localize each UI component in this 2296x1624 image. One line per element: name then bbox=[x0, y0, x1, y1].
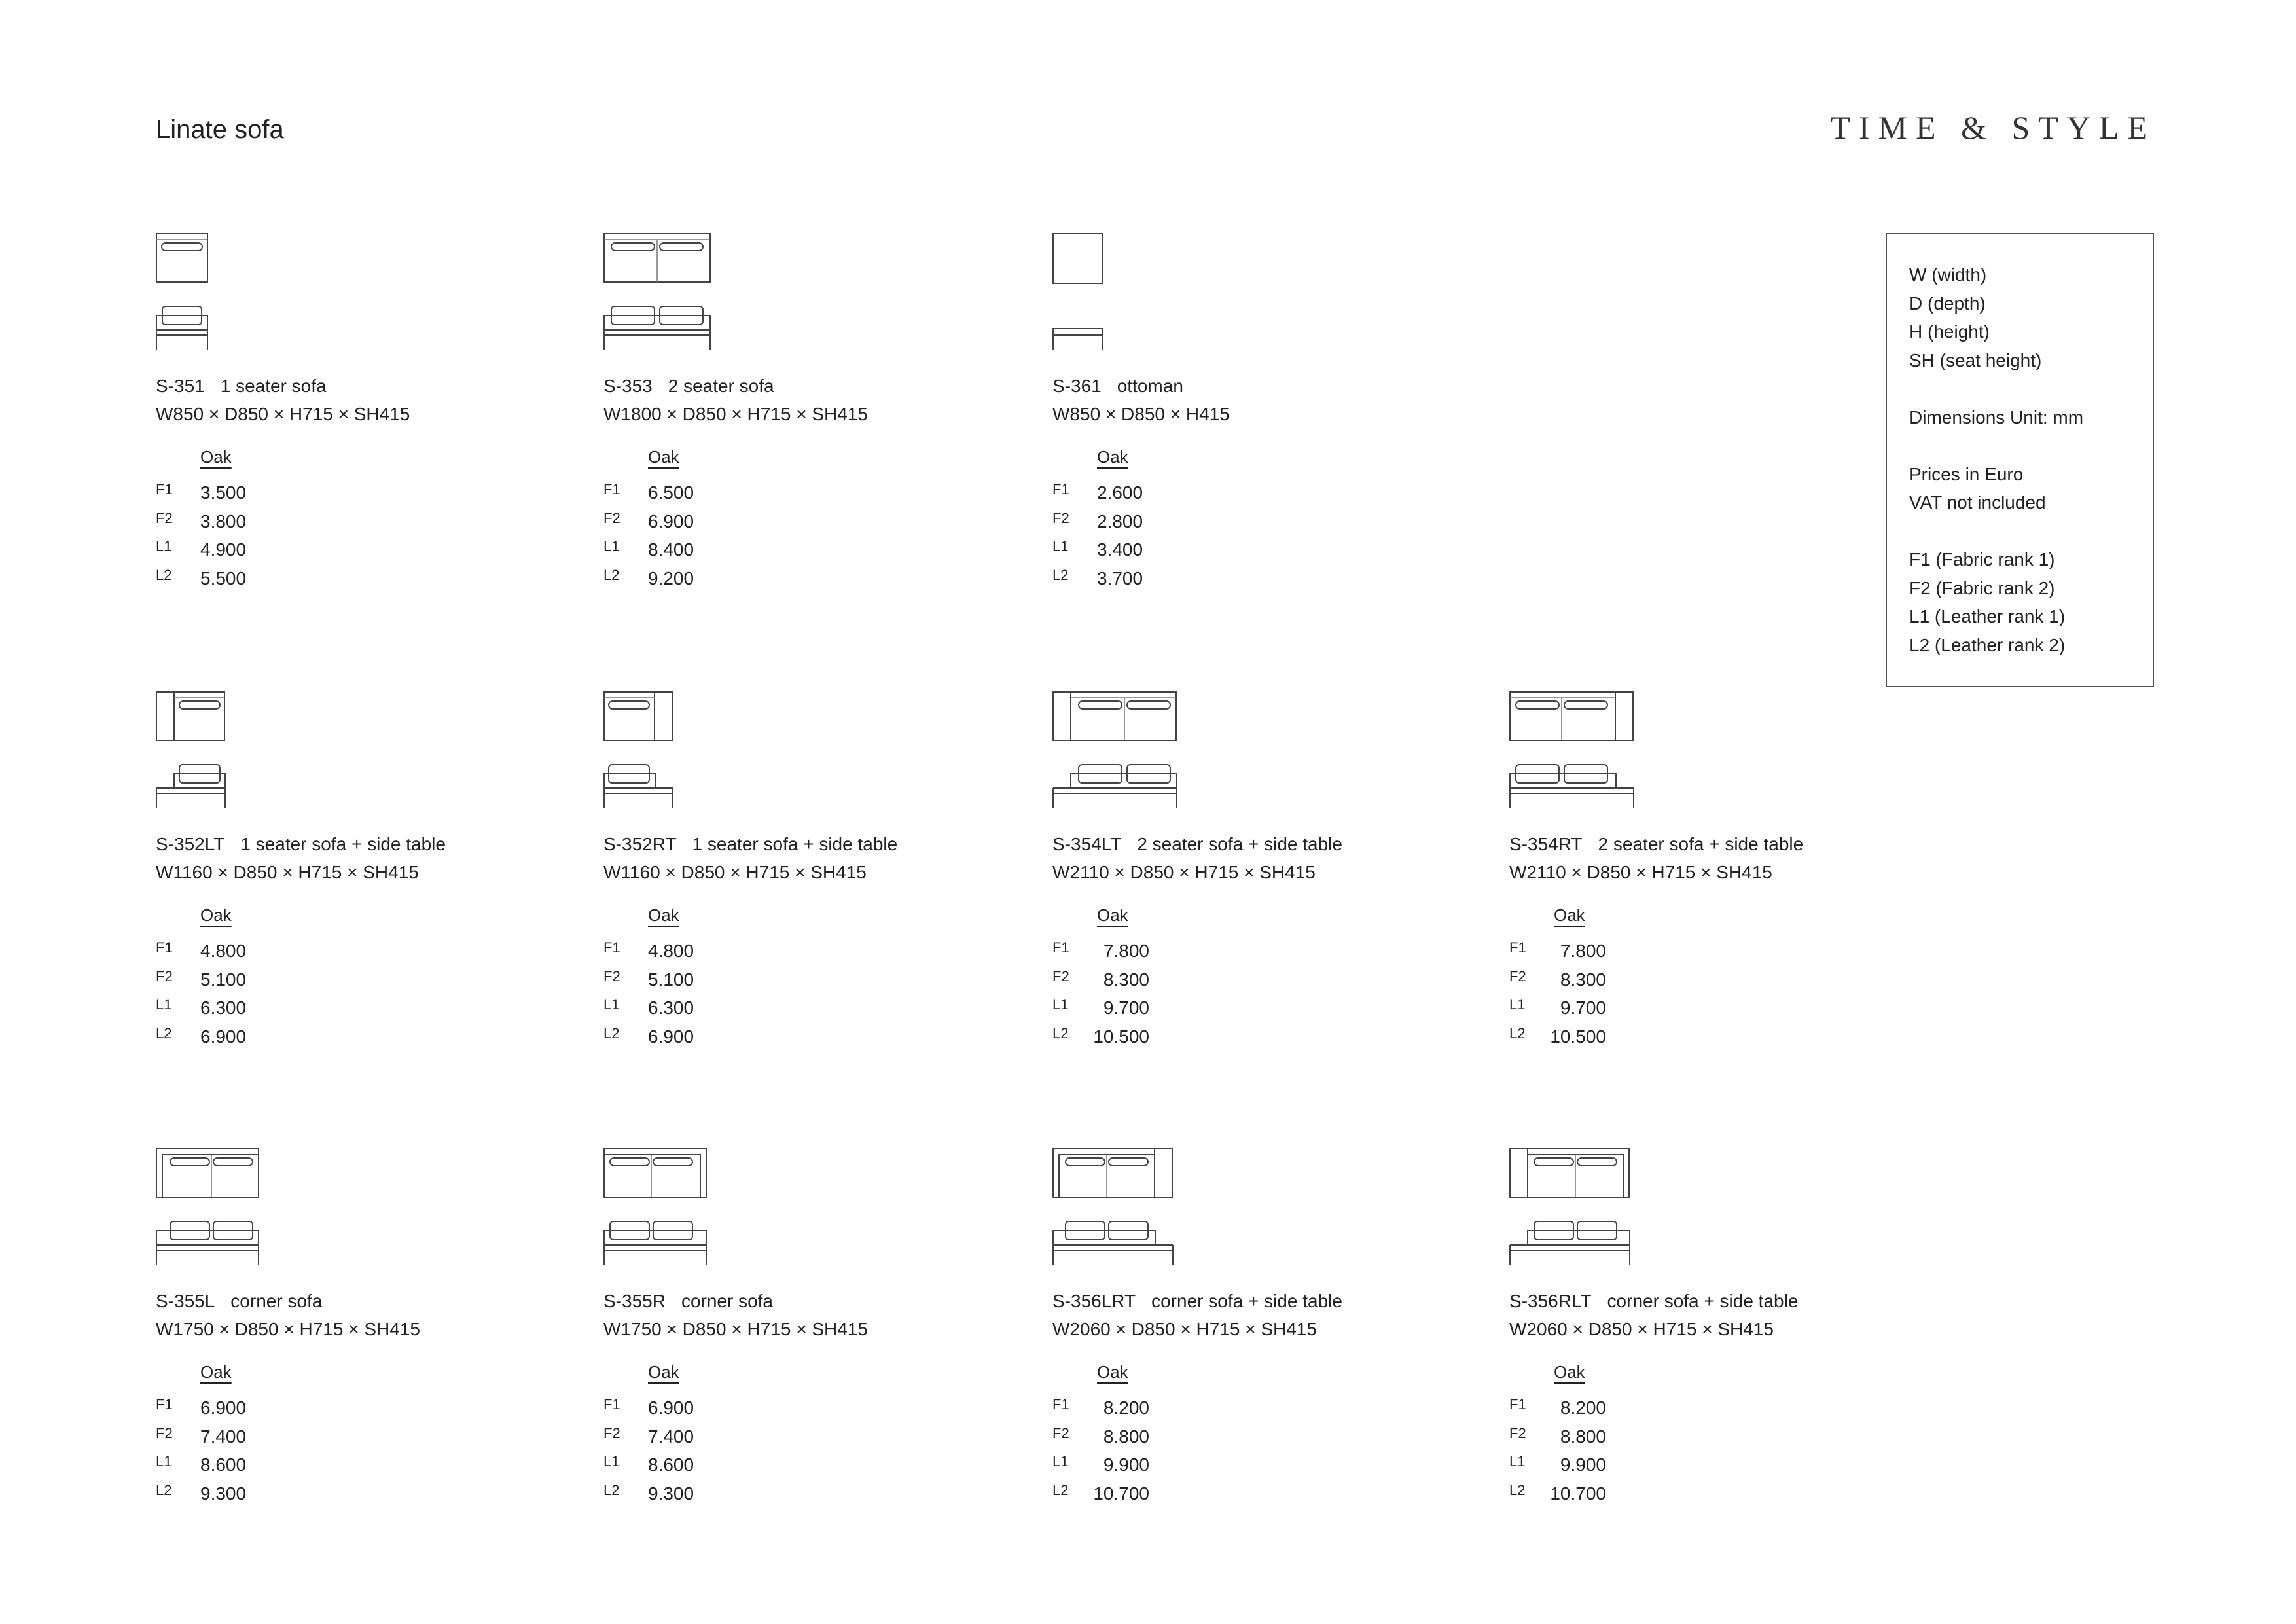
side-view-drawing bbox=[156, 304, 209, 351]
price-grade: F2 bbox=[603, 1424, 620, 1441]
legend-line: Prices in Euro bbox=[1909, 463, 2024, 484]
product-name: 2 seater sofa + side table bbox=[1137, 834, 1342, 854]
top-view-drawing bbox=[1052, 691, 1178, 742]
price-grade: F1 bbox=[156, 481, 173, 497]
top-view-drawing bbox=[603, 691, 674, 742]
product-title bbox=[1052, 376, 1183, 397]
price-grade: F1 bbox=[1052, 939, 1069, 956]
price-grade: F1 bbox=[156, 939, 173, 956]
price-grade: F1 bbox=[1052, 1396, 1069, 1413]
price-grade: F1 bbox=[603, 1396, 620, 1413]
price-value: 8.800 bbox=[1103, 1426, 1149, 1447]
price-value: 5.500 bbox=[200, 568, 247, 588]
price-value: 9.900 bbox=[1560, 1454, 1606, 1475]
price-value: 4.800 bbox=[200, 941, 247, 961]
top-view-drawing bbox=[1052, 233, 1105, 285]
price-grade: F2 bbox=[603, 967, 620, 984]
material-header: Oak bbox=[648, 447, 679, 467]
legend-line: W (width) bbox=[1909, 264, 1987, 285]
price-grade: F1 bbox=[603, 481, 620, 497]
price-grade: F1 bbox=[1509, 1396, 1526, 1413]
price-value: 3.500 bbox=[200, 482, 247, 503]
legend-line: D (depth) bbox=[1909, 293, 1986, 314]
side-view-drawing bbox=[1052, 1219, 1174, 1266]
price-value: 4.900 bbox=[200, 539, 247, 560]
price-value: 6.900 bbox=[648, 511, 694, 532]
price-value: 6.300 bbox=[200, 998, 247, 1018]
price-grade: L2 bbox=[603, 566, 620, 583]
material-header: Oak bbox=[1097, 447, 1128, 467]
product-code: S-361 bbox=[1052, 376, 1102, 396]
price-grade: F2 bbox=[1509, 967, 1526, 984]
price-grade: L1 bbox=[1052, 996, 1069, 1013]
product-code: S-354LT bbox=[1052, 834, 1122, 854]
product-title bbox=[1052, 834, 1342, 855]
price-value: 7.400 bbox=[648, 1426, 694, 1447]
price-value: 9.700 bbox=[1103, 998, 1149, 1018]
legend-unit: Dimensions Unit: mm bbox=[1909, 406, 2084, 427]
product-name: 1 seater sofa bbox=[220, 376, 327, 396]
price-grade: L2 bbox=[1052, 1024, 1069, 1041]
price-value: 6.900 bbox=[648, 1398, 694, 1418]
price-grade: F2 bbox=[156, 509, 173, 526]
material-header: Oak bbox=[1554, 905, 1585, 925]
material-header: Oak bbox=[200, 447, 232, 467]
product-dimensions: W2060 × D850 × H715 × SH415 bbox=[1052, 1319, 1317, 1339]
product-title bbox=[603, 376, 774, 397]
price-value: 8.600 bbox=[648, 1454, 694, 1475]
brand-logo: TIME & STYLE bbox=[1830, 109, 2156, 146]
price-value: 6.300 bbox=[648, 998, 694, 1018]
price-grade: L1 bbox=[603, 1453, 620, 1470]
price-grade: F2 bbox=[156, 967, 173, 984]
top-view-drawing bbox=[603, 233, 712, 284]
legend-line: L2 (Leather rank 2) bbox=[1909, 634, 2066, 655]
product-title bbox=[1509, 1291, 1798, 1312]
price-value: 8.600 bbox=[200, 1454, 247, 1475]
price-value: 6.900 bbox=[648, 1026, 694, 1047]
product-code: S-352RT bbox=[603, 834, 677, 854]
product-name: 2 seater sofa + side table bbox=[1598, 834, 1804, 854]
product-name: 1 seater sofa + side table bbox=[240, 834, 446, 854]
price-grade: L2 bbox=[1509, 1481, 1526, 1498]
price-value: 3.800 bbox=[200, 511, 247, 532]
price-grade: L1 bbox=[156, 1453, 172, 1470]
price-grade: L2 bbox=[156, 1481, 172, 1498]
legend-line: VAT not included bbox=[1909, 492, 2046, 513]
product-code: S-356RLT bbox=[1509, 1291, 1592, 1311]
product-dimensions: W2110 × D850 × H715 × SH415 bbox=[1509, 862, 1772, 882]
top-view-drawing bbox=[156, 1148, 260, 1199]
product-dimensions: W850 × D850 × H715 × SH415 bbox=[156, 404, 410, 424]
product-title bbox=[603, 834, 897, 855]
price-value: 9.300 bbox=[648, 1483, 694, 1504]
price-grade: L2 bbox=[603, 1481, 620, 1498]
price-grade: F1 bbox=[603, 939, 620, 956]
side-view-drawing bbox=[1052, 304, 1105, 351]
price-grade: L2 bbox=[156, 1024, 172, 1041]
side-view-drawing bbox=[603, 304, 712, 351]
legend-line: L1 (Leather rank 1) bbox=[1909, 606, 2066, 626]
price-value: 8.200 bbox=[1560, 1398, 1606, 1418]
legend-line: F2 (Fabric rank 2) bbox=[1909, 577, 2055, 598]
product-name: corner sofa + side table bbox=[1607, 1291, 1799, 1311]
price-value: 5.100 bbox=[200, 969, 247, 990]
product-title bbox=[156, 376, 327, 397]
price-grade: L1 bbox=[603, 996, 620, 1013]
product-title bbox=[603, 1291, 773, 1312]
price-value: 8.300 bbox=[1103, 969, 1149, 990]
price-value: 10.700 bbox=[1093, 1483, 1149, 1504]
material-header: Oak bbox=[1097, 905, 1128, 925]
price-grade: L2 bbox=[603, 1024, 620, 1041]
top-view-drawing bbox=[1052, 1148, 1174, 1199]
price-grade: F2 bbox=[156, 1424, 173, 1441]
product-code: S-355R bbox=[603, 1291, 666, 1311]
price-value: 5.100 bbox=[648, 969, 694, 990]
price-value: 6.500 bbox=[648, 482, 694, 503]
product-code: S-353 bbox=[603, 376, 653, 396]
product-title bbox=[156, 834, 446, 855]
price-value: 9.700 bbox=[1560, 998, 1606, 1018]
price-value: 9.200 bbox=[648, 568, 694, 588]
price-grade: L1 bbox=[1052, 1453, 1069, 1470]
price-value: 6.900 bbox=[200, 1026, 247, 1047]
price-grade: F2 bbox=[1052, 967, 1069, 984]
price-value: 8.300 bbox=[1560, 969, 1606, 990]
product-name: corner sofa bbox=[681, 1291, 774, 1311]
product-code: S-351 bbox=[156, 376, 205, 396]
product-code: S-354RT bbox=[1509, 834, 1583, 854]
price-value: 7.400 bbox=[200, 1426, 247, 1447]
material-header: Oak bbox=[648, 1362, 679, 1382]
legend-line: F1 (Fabric rank 1) bbox=[1909, 549, 2055, 569]
price-value: 8.200 bbox=[1103, 1398, 1149, 1418]
product-dimensions: W1160 × D850 × H715 × SH415 bbox=[603, 862, 867, 882]
product-code: S-356LRT bbox=[1052, 1291, 1136, 1311]
product-dimensions: W1750 × D850 × H715 × SH415 bbox=[156, 1319, 420, 1339]
price-grade: F1 bbox=[1052, 481, 1069, 497]
product-name: 2 seater sofa bbox=[668, 376, 774, 396]
price-grade: F1 bbox=[156, 1396, 173, 1413]
product-title bbox=[156, 1291, 322, 1312]
product-name: ottoman bbox=[1117, 376, 1183, 396]
product-code: S-352LT bbox=[156, 834, 225, 854]
side-view-drawing bbox=[1509, 1219, 1631, 1266]
price-value: 2.600 bbox=[1097, 482, 1143, 503]
page-title: Linate sofa bbox=[156, 115, 284, 144]
price-value: 9.900 bbox=[1103, 1454, 1149, 1475]
material-header: Oak bbox=[1554, 1362, 1585, 1382]
price-value: 7.800 bbox=[1560, 941, 1606, 961]
side-view-drawing bbox=[603, 762, 674, 809]
side-view-drawing bbox=[156, 762, 226, 809]
price-grade: L1 bbox=[603, 538, 620, 554]
price-value: 6.900 bbox=[200, 1398, 247, 1418]
price-value: 10.700 bbox=[1550, 1483, 1606, 1504]
price-grade: L2 bbox=[156, 566, 172, 583]
product-dimensions: W1750 × D850 × H715 × SH415 bbox=[603, 1319, 868, 1339]
product-name: 1 seater sofa + side table bbox=[692, 834, 898, 854]
top-view-drawing bbox=[1509, 691, 1635, 742]
price-value: 10.500 bbox=[1093, 1026, 1149, 1047]
price-grade: F2 bbox=[1052, 509, 1069, 526]
product-title bbox=[1509, 834, 1803, 855]
product-name: corner sofa bbox=[230, 1291, 323, 1311]
legend-line: SH (seat height) bbox=[1909, 350, 2042, 370]
side-view-drawing bbox=[603, 1219, 708, 1266]
price-value: 8.800 bbox=[1560, 1426, 1606, 1447]
price-grade: L1 bbox=[1509, 1453, 1526, 1470]
price-value: 3.700 bbox=[1097, 568, 1143, 588]
top-view-drawing bbox=[603, 1148, 708, 1199]
product-dimensions: W2110 × D850 × H715 × SH415 bbox=[1052, 862, 1316, 882]
price-grade: F1 bbox=[1509, 939, 1526, 956]
price-value: 2.800 bbox=[1097, 511, 1143, 532]
top-view-drawing bbox=[1509, 1148, 1631, 1199]
price-grade: F2 bbox=[603, 509, 620, 526]
side-view-drawing bbox=[1052, 762, 1178, 809]
top-view-drawing bbox=[156, 691, 226, 742]
price-grade: L1 bbox=[1509, 996, 1526, 1013]
price-value: 4.800 bbox=[648, 941, 694, 961]
material-header: Oak bbox=[648, 905, 679, 925]
price-grade: F2 bbox=[1509, 1424, 1526, 1441]
top-view-drawing bbox=[156, 233, 209, 284]
price-grade: F2 bbox=[1052, 1424, 1069, 1441]
product-dimensions: W1800 × D850 × H715 × SH415 bbox=[603, 404, 868, 424]
legend-line: H (height) bbox=[1909, 321, 1990, 342]
price-grade: L1 bbox=[1052, 538, 1069, 554]
material-header: Oak bbox=[200, 1362, 232, 1382]
price-grade: L2 bbox=[1052, 1481, 1069, 1498]
price-value: 3.400 bbox=[1097, 539, 1143, 560]
price-grade: L1 bbox=[156, 996, 172, 1013]
material-header: Oak bbox=[1097, 1362, 1128, 1382]
product-dimensions: W850 × D850 × H415 bbox=[1052, 404, 1230, 424]
product-name: corner sofa + side table bbox=[1151, 1291, 1342, 1311]
product-code: S-355L bbox=[156, 1291, 215, 1311]
price-value: 9.300 bbox=[200, 1483, 247, 1504]
price-grade: L2 bbox=[1052, 566, 1069, 583]
material-header: Oak bbox=[200, 905, 232, 925]
product-title bbox=[1052, 1291, 1342, 1312]
price-grade: L1 bbox=[156, 538, 172, 554]
side-view-drawing bbox=[156, 1219, 260, 1266]
price-value: 10.500 bbox=[1550, 1026, 1606, 1047]
price-grade: L2 bbox=[1509, 1024, 1526, 1041]
price-value: 8.400 bbox=[648, 539, 694, 560]
price-value: 7.800 bbox=[1103, 941, 1149, 961]
legend-box bbox=[1886, 233, 2154, 687]
side-view-drawing bbox=[1509, 762, 1635, 809]
product-dimensions: W2060 × D850 × H715 × SH415 bbox=[1509, 1319, 1774, 1339]
product-dimensions: W1160 × D850 × H715 × SH415 bbox=[156, 862, 419, 882]
